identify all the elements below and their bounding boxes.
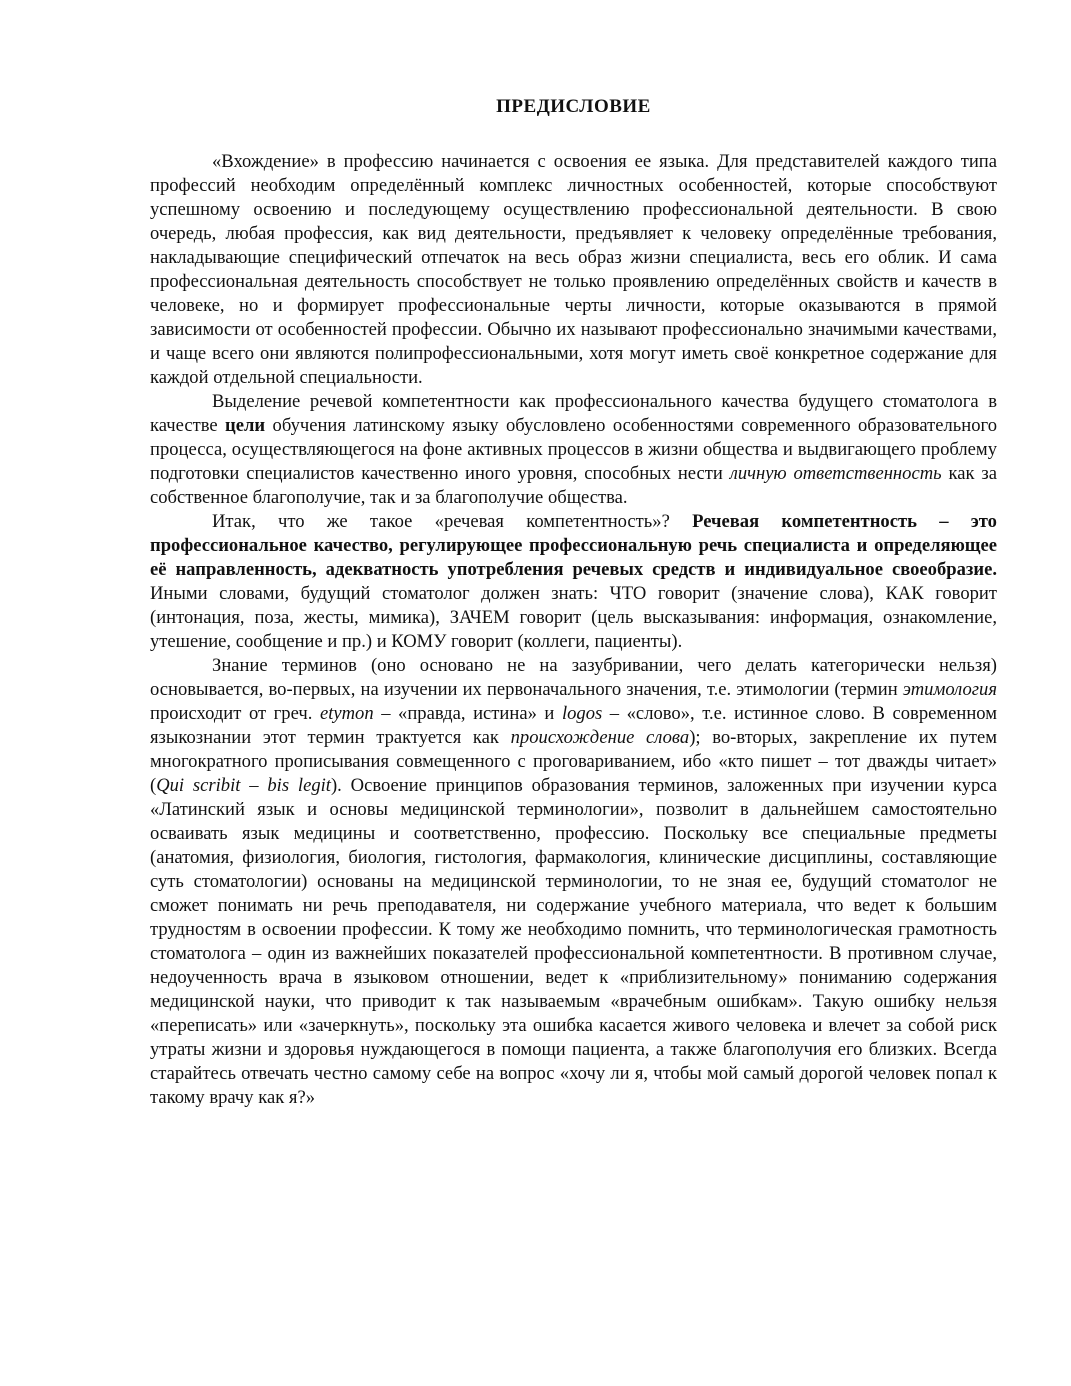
paragraph-3: [150, 510, 997, 654]
paragraph-1-text: «Вхождение» в профессию начинается с освоения ее языка. Для представителей каждого типа профессий необходим определённый комплекс личностных особенностей, которые способствуют успешному освоению и последующему осуществлению профессиональной деятельности. В свою очередь, любая профессия, как вид деятельности, предъявляет к человеку определённые требования, накладывающие специфический отпечаток на весь образ жизни специалиста, весь его облик. И сама профессиональная деятельность способствует не только проявлению определённых свойств и качеств в человеке, но и формирует профессиональные черты личности, которые оказываются в прямой зависимости от особенностей профессии. Обычно их называют профессионально значимыми качествами, и чаще всего они являются полипрофессиональными, хотя могут иметь своё конкретное содержание для каждой отдельной специальности.: [150, 151, 997, 388]
italic-term: личную ответственность: [729, 463, 942, 484]
text-run: – «слово», т.е. истинное слово. В современном языкознании этот термин трактуется как: [150, 703, 997, 748]
italic-term: etymon: [319, 703, 374, 724]
bold-definition: Речевая компетентность – это профессиональное качество, регулирующее профессиональную речь специалиста и определяющее её направленность, адекватность употребления речевых средств и индивидуальное своеобразие.: [150, 511, 997, 580]
paragraph-4: [150, 654, 997, 1110]
latin-phrase: Qui scribit – bis legit: [156, 775, 331, 796]
page-title: ПРЕДИСЛОВИЕ: [496, 96, 651, 117]
italic-term: этимология: [902, 679, 997, 700]
text-run: Выделение речевой компетентности как профессионального качества будущего стоматолога в качестве: [150, 391, 997, 436]
paragraph-2: [150, 390, 997, 510]
text-run: – «правда, истина» и: [373, 703, 562, 724]
italic-term: происхождение слова: [510, 727, 690, 748]
document-page: [150, 96, 997, 1110]
bold-term: цели: [225, 415, 266, 436]
text-run: Иными словами, будущий стоматолог должен знать: ЧТО говорит (значение слова), КАК говорит (интонация, поза, жесты, мимика), ЗАЧЕМ говорит (цель высказывания: информация, ознакомление, утешение, сообщение и пр.) и КОМУ говорит (коллеги, пациенты).: [150, 583, 997, 652]
text-run: Знание терминов (оно основано не на зазубривании, чего делать категорически нельзя) основывается, во-первых, на изучении их первоначального значения, т.е. этимологии (термин: [150, 655, 997, 700]
paragraph-1: [150, 150, 997, 390]
text-run: обучения латинскому языку обусловлено особенностями современного образовательного процесса, осуществляющегося на фоне активных процессов в жизни общества и выдвигающего проблему подготовки специалистов качественно иного уровня, способных нести: [150, 415, 997, 484]
text-run: ); во-вторых, закрепление их путем многократного прописывания совмещенного с проговариванием, ибо «кто пишет – тот дважды читает» (: [150, 727, 997, 796]
text-run: происходит от греч.: [150, 703, 320, 724]
text-run: Итак, что же такое «речевая компетентность»?: [212, 511, 693, 532]
text-run: ). Освоение принципов образования терминов, заложенных при изучении курса «Латинский язык и основы медицинской терминологии», позволит в дальнейшем самостоятельно осваивать язык медицины и соответственно, профессию. Поскольку все специальные предметы (анатомия, физиология, биология, гистология, фармакология, клинические дисциплины, составляющие суть стоматологии) основаны на медицинской терминологии, то не зная ее, будущий стоматолог не сможет понимать ни речь преподавателя, ни содержание учебного материала, что ведет к большим трудностям в освоении профессии. К тому же необходимо помнить, что терминологическая грамотность стоматолога – один из важнейших показателей профессиональной компетентности. В противном случае, недоученность врача в языковом отношении, ведет к «приблизительному» пониманию содержания медицинской науки, что приводит к так называемым «врачебным ошибкам». Такую ошибку нельзя «переписать» или «зачеркнуть», поскольку эта ошибка касается живого человека и влечет за собой риск утраты жизни и здоровья нуждающегося в помощи пациента, а также благополучия его близких. Всегда старайтесь отвечать честно самому себе на вопрос «хочу ли я, чтобы мой самый дорогой человек попал к такому врачу как я?»: [150, 775, 998, 1108]
text-run: как за собственное благополучие, так и за благополучие общества.: [150, 463, 997, 508]
italic-term: logos: [561, 703, 603, 724]
